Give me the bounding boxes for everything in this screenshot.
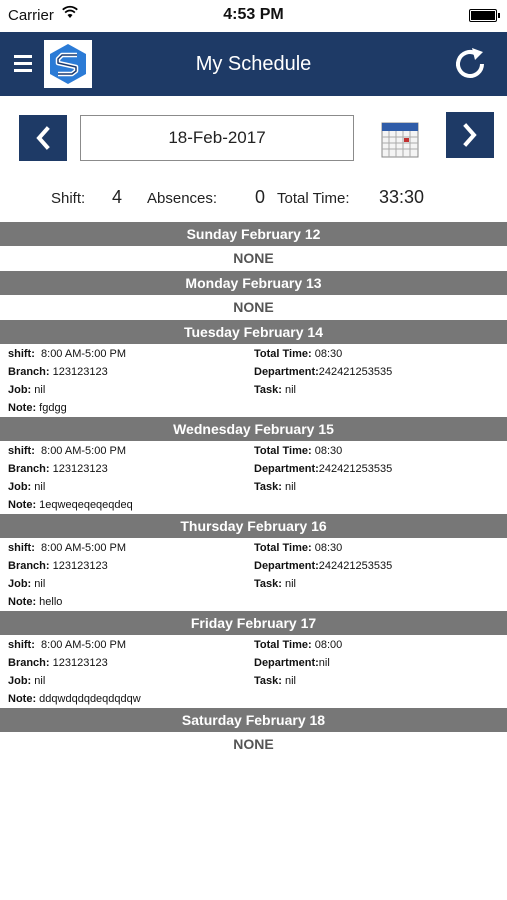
day-header: Monday February 13 [0,271,507,295]
no-shift-label: NONE [233,736,274,752]
refresh-icon[interactable] [451,45,489,83]
job-label: Job: [8,578,32,590]
total-time-label: Total Time: [277,190,350,207]
job-value: nil [34,384,46,396]
total-time-label: Total Time: [254,445,312,457]
previous-week-button[interactable] [19,115,67,161]
total-time-label: Total Time: [254,542,312,554]
shift-value: 8:00 AM-5:00 PM [41,542,127,554]
job-label: Job: [8,384,32,396]
schedule-summary [0,186,507,212]
task-value: nil [284,578,296,590]
branch-label: Branch: [8,657,50,669]
department-value: 242421253535 [318,463,393,475]
branch-value: 123123123 [52,366,108,378]
shift-count-label: Shift: [51,190,86,207]
absences-label: Absences: [147,190,218,207]
carrier-label: Carrier [8,7,54,24]
department-value: 242421253535 [318,560,393,572]
day-header: Wednesday February 15 [0,417,507,441]
shift-detail[interactable] [0,441,507,514]
department-label: Department: [254,657,319,669]
date-navigation [0,112,507,164]
task-label: Task: [254,384,282,396]
department-label: Department: [254,366,319,378]
clock: 4:53 PM [223,6,284,23]
chevron-left-icon [19,115,67,161]
day-header: Thursday February 16 [0,514,507,538]
note-label: Note: [8,499,37,511]
shift-label: shift: [8,639,35,651]
day-header: Saturday February 18 [0,708,507,732]
department-value: 242421253535 [318,366,393,378]
total-time-value: 33:30 [379,187,425,207]
total-time-value: 08:00 [314,639,343,651]
task-value: nil [284,481,296,493]
date-field[interactable]: 18-Feb-2017 [80,115,354,161]
status-bar [0,0,507,32]
job-value: nil [34,481,46,493]
shift-label: shift: [8,542,35,554]
shift-label: shift: [8,348,35,360]
calendar-icon[interactable] [381,122,419,158]
no-shift-label: NONE [233,299,274,315]
job-label: Job: [8,481,32,493]
absences-value: 0 [255,187,266,207]
shift-detail[interactable] [0,344,507,417]
note-value: fgdgg [39,402,67,414]
total-time-value: 08:30 [314,348,343,360]
total-time-value: 08:30 [314,542,343,554]
branch-value: 123123123 [52,657,108,669]
day-header: Tuesday February 14 [0,320,507,344]
note-label: Note: [8,693,37,705]
branch-label: Branch: [8,463,50,475]
note-value: hello [39,596,63,608]
shift-detail[interactable] [0,635,507,708]
note-label: Note: [8,596,37,608]
branch-value: 123123123 [52,463,108,475]
department-label: Department: [254,463,319,475]
department-label: Department: [254,560,319,572]
total-time-value: 08:30 [314,445,343,457]
total-time-label: Total Time: [254,348,312,360]
shift-detail[interactable] [0,538,507,611]
task-value: nil [284,675,296,687]
task-value: nil [284,384,296,396]
job-value: nil [34,675,46,687]
job-value: nil [34,578,46,590]
shift-value: 8:00 AM-5:00 PM [41,348,127,360]
job-label: Job: [8,675,32,687]
total-time-label: Total Time: [254,639,312,651]
no-shift-label: NONE [233,250,274,266]
battery-icon [469,9,497,22]
note-value: 1eqweqeqeqeqdeq [39,499,133,511]
note-value: ddqwdqdqdeqdqdqw [39,693,141,705]
note-label: Note: [8,402,37,414]
branch-value: 123123123 [52,560,108,572]
schedule-list [0,222,507,757]
shift-count-value: 4 [112,187,123,207]
shift-value: 8:00 AM-5:00 PM [41,639,127,651]
day-header: Friday February 17 [0,611,507,635]
next-week-button[interactable] [446,112,494,158]
branch-label: Branch: [8,560,50,572]
chevron-right-icon [446,112,494,158]
shift-label: shift: [8,445,35,457]
branch-label: Branch: [8,366,50,378]
department-value: nil [318,657,330,669]
task-label: Task: [254,578,282,590]
day-header: Sunday February 12 [0,222,507,246]
page-title: My Schedule [195,53,312,75]
task-label: Task: [254,675,282,687]
shift-value: 8:00 AM-5:00 PM [41,445,127,457]
task-label: Task: [254,481,282,493]
navbar [0,32,507,96]
